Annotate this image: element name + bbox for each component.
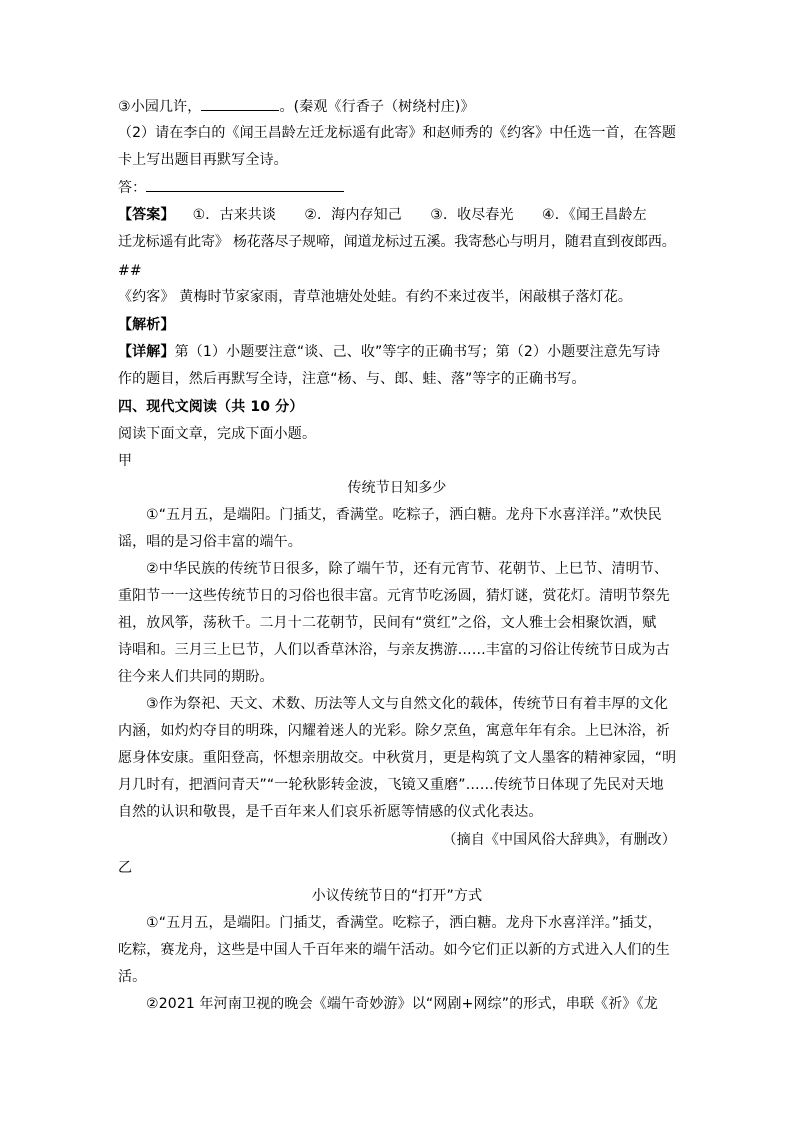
yueke-poem-answer: 《约客》 黄梅时节家家雨，青草池塘处处蛙。有约不来过夜半，闲敲棋子落灯花。: [118, 289, 632, 305]
article-b-line: 吃粽，赛龙舟，这些是中国人千百年来的端午活动。如今它们正以新的方式进入人们的生: [118, 942, 670, 958]
article-a-line: 愿身体安康。重阳登高，怀想亲朋故交。中秋赏月，更是构筑了文人墨客的精神家园，“明: [118, 750, 677, 766]
part-a-label: 甲: [118, 453, 133, 469]
answer-label: 答：: [118, 180, 147, 196]
article-a-line: 祖，放风筝，荡秋千。二月十二花朝节，民间有“赏红”之俗，文人雅士会相聚饮酒，赋: [118, 615, 657, 631]
detail-text-1: 第（1）小题要注意“谈、己、收”等字的正确书写；第（2）小题要注意先写诗: [174, 344, 661, 360]
article-b-line: ①“五月五，是端阳。门插艾，香满堂。吃粽子，洒白糖。龙舟下水喜洋洋。”插艾，: [146, 915, 662, 931]
question-3-text-before: ③小园几许，: [118, 99, 202, 115]
article-b-title: 小议传统节日的“打开”方式: [311, 888, 483, 904]
answer-line: [118, 177, 344, 198]
question-3-text-after: 。(秦观《行香子（树绕村庄)》: [279, 99, 475, 115]
answer-heading: 【答案】: [118, 207, 175, 223]
article-a-line: ①“五月五，是端阳。门插艾，香满堂。吃粽子，洒白糖。龙舟下水喜洋洋。”欢快民: [146, 507, 662, 523]
question-2-prompt-line-2: 卡上写出题目再默写全诗。: [118, 152, 288, 168]
article-a-line: 内涵，如灼灼夺目的明珠，闪耀着迷人的光彩。除夕烹鱼，寓意年年有余。上巳沐浴，祈: [118, 723, 670, 739]
article-a-line: 往今来人们共同的期盼。: [118, 669, 274, 685]
answer-blank-poem[interactable]: [146, 177, 344, 192]
analysis-heading: 【解析】: [118, 317, 175, 333]
part-b-label: 乙: [118, 860, 133, 876]
article-a-title: 传统节日知多少: [347, 480, 447, 496]
article-a-line: 月几时有，把酒问青天”“一轮秋影转金波，飞镜又重磨”……传统节日体现了先民对天地: [118, 777, 664, 793]
hash-separator: ##: [118, 263, 142, 279]
section-instruction: 阅读下面文章，完成下面小题。: [118, 426, 317, 442]
detail-line-2: 作的题目，然后再默写全诗，注意“杨、与、郎、蛙、落”等字的正确书写。: [118, 371, 586, 387]
article-a-line: 诗唱和。三月三上巳节，人们以香草沐浴，与亲友携游……丰富的习俗让传统节日成为古: [118, 642, 670, 658]
poem-fill-question-3: [118, 96, 475, 117]
answer-items: ①．古来共谈 ②．海内存知己 ③．收尽春光 ④．《闻王昌龄左: [192, 207, 647, 223]
article-a-line: ③作为祭祀、天文、术数、历法等人文与自然文化的载体，传统节日有着丰厚的文化: [146, 696, 669, 712]
article-a-line: 自然的认识和敬畏，是千百年来人们哀乐祈愿等情感的仪式化表达。: [118, 804, 543, 820]
article-a-line: 谣，唱的是习俗丰富的端午。: [118, 534, 302, 550]
article-a-line: 重阳节一一这些传统节日的习俗也很丰富。元宵节吃汤圆，猜灯谜，赏花灯。清明节祭先: [118, 588, 670, 604]
article-b-line: 活。: [118, 969, 147, 985]
article-a-source: （摘自《中国风俗大辞典》，有删改）: [442, 832, 676, 848]
question-2-prompt-line-1: （2）请在李白的《闻王昌龄左迁龙标遥有此寄》和赵师秀的《约客》中任选一首，在答题: [118, 125, 676, 141]
article-b-line: ②2021 年河南卫视的晚会《端午奇妙游》以“网剧+网综”的形式，串联《祈》《龙: [146, 996, 658, 1012]
section-title: 四、现代文阅读（共 10 分）: [118, 399, 304, 415]
detail-label: 【详解】: [118, 344, 175, 360]
answer-blank-3[interactable]: [201, 96, 279, 111]
answer-items-line: [118, 205, 647, 225]
article-a-line: ②中华民族的传统节日很多，除了端午节，还有元宵节、花朝节、上巳节、清明节、: [146, 561, 669, 577]
detail-line-1: [118, 342, 660, 362]
answer-continuation: 迁龙标遥有此寄》 杨花落尽子规啼，闻道龙标过五溪。我寄愁心与明月，随君直到夜郎西。: [118, 234, 676, 250]
